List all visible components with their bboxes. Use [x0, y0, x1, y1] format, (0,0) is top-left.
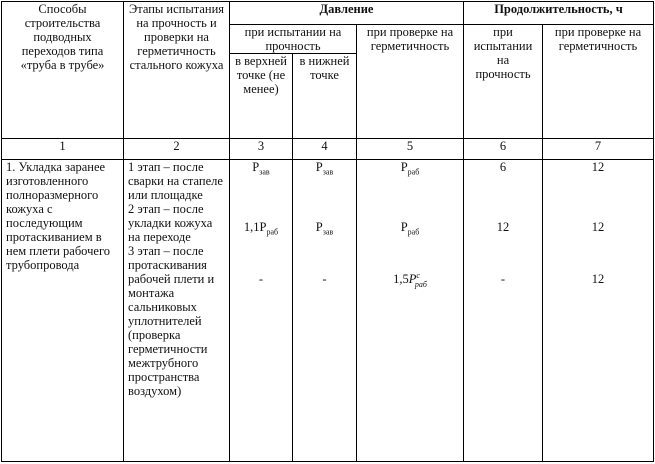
header-methods: Способы строительства подводных переходов типа «труба в трубе» [2, 2, 124, 139]
header-top-point: в верхней точке (не менее) [230, 54, 293, 139]
value-duration-tightness-stage1: 12 [591, 160, 605, 174]
stage-3-text: 3 этап – после протаскивания рабочей плети и монтажа сальниковых уплотнителей (проверка герметичности межтрубного пространства воздухом) [128, 244, 215, 398]
column-number: 7 [543, 139, 654, 160]
value-top-stage2: $1,1P_{раб}$ [243, 220, 279, 237]
value-tightness-stage3: $1,5P^с_{раб}$ [393, 270, 427, 289]
column-number: 3 [230, 139, 293, 160]
column-number: 2 [124, 139, 230, 160]
value-duration-tightness-stage3: 12 [591, 272, 605, 286]
value-bottom-stage3: - [322, 272, 327, 286]
value-top-stage1: $P_{зав}$ [252, 160, 270, 177]
stage-1-text: 1 этап – после сварки на стапеле или площадке [128, 160, 223, 202]
header-duration: Продолжительность, ч [464, 2, 654, 25]
column-number-row [2, 139, 654, 160]
header-pressure-strength: при испытании на прочность [230, 25, 357, 54]
top-point-values [230, 160, 293, 462]
value-top-stage3: - [258, 272, 264, 286]
tightness-pressure-values [357, 160, 464, 462]
header-bottom-point: в нижней точке [293, 54, 357, 139]
duration-strength-values [464, 160, 543, 462]
header-duration-tightness: при проверке на герметичность [543, 25, 654, 139]
value-duration-strength-stage1: 6 [499, 160, 507, 174]
table-row [2, 160, 654, 462]
duration-tightness-values [543, 160, 654, 462]
header-pressure: Давление [230, 2, 464, 25]
value-duration-tightness-stage2: 12 [591, 220, 605, 234]
method-cell: 1. Укладка заранее изготовленного полноразмерного кожуха с последующим протаскиванием в нем плети рабочего трубопровода [2, 160, 124, 462]
header-pressure-tightness: при проверке на герметичность [357, 25, 464, 139]
column-number: 4 [293, 139, 357, 160]
value-tightness-stage2: $P_{раб}$ [400, 220, 420, 237]
stages-cell [124, 160, 230, 462]
bottom-point-values [293, 160, 357, 462]
value-duration-strength-stage2: 12 [496, 220, 510, 234]
stage-2-text: 2 этап – после укладки кожуха на переходе [128, 202, 213, 244]
value-bottom-stage1: $P_{зав}$ [315, 160, 334, 177]
specification-table [1, 1, 654, 462]
value-bottom-stage2: $P_{зав}$ [315, 220, 334, 237]
value-tightness-stage1: $P_{раб}$ [400, 160, 420, 177]
header-row-1 [2, 2, 654, 25]
value-duration-strength-stage3: - [500, 272, 506, 286]
header-stages: Этапы испытания на прочность и проверки на герметичность стального кожуха [124, 2, 230, 139]
column-number: 5 [357, 139, 464, 160]
column-number: 6 [464, 139, 543, 160]
header-duration-strength: при испытании на прочность [464, 25, 543, 139]
column-number: 1 [2, 139, 124, 160]
